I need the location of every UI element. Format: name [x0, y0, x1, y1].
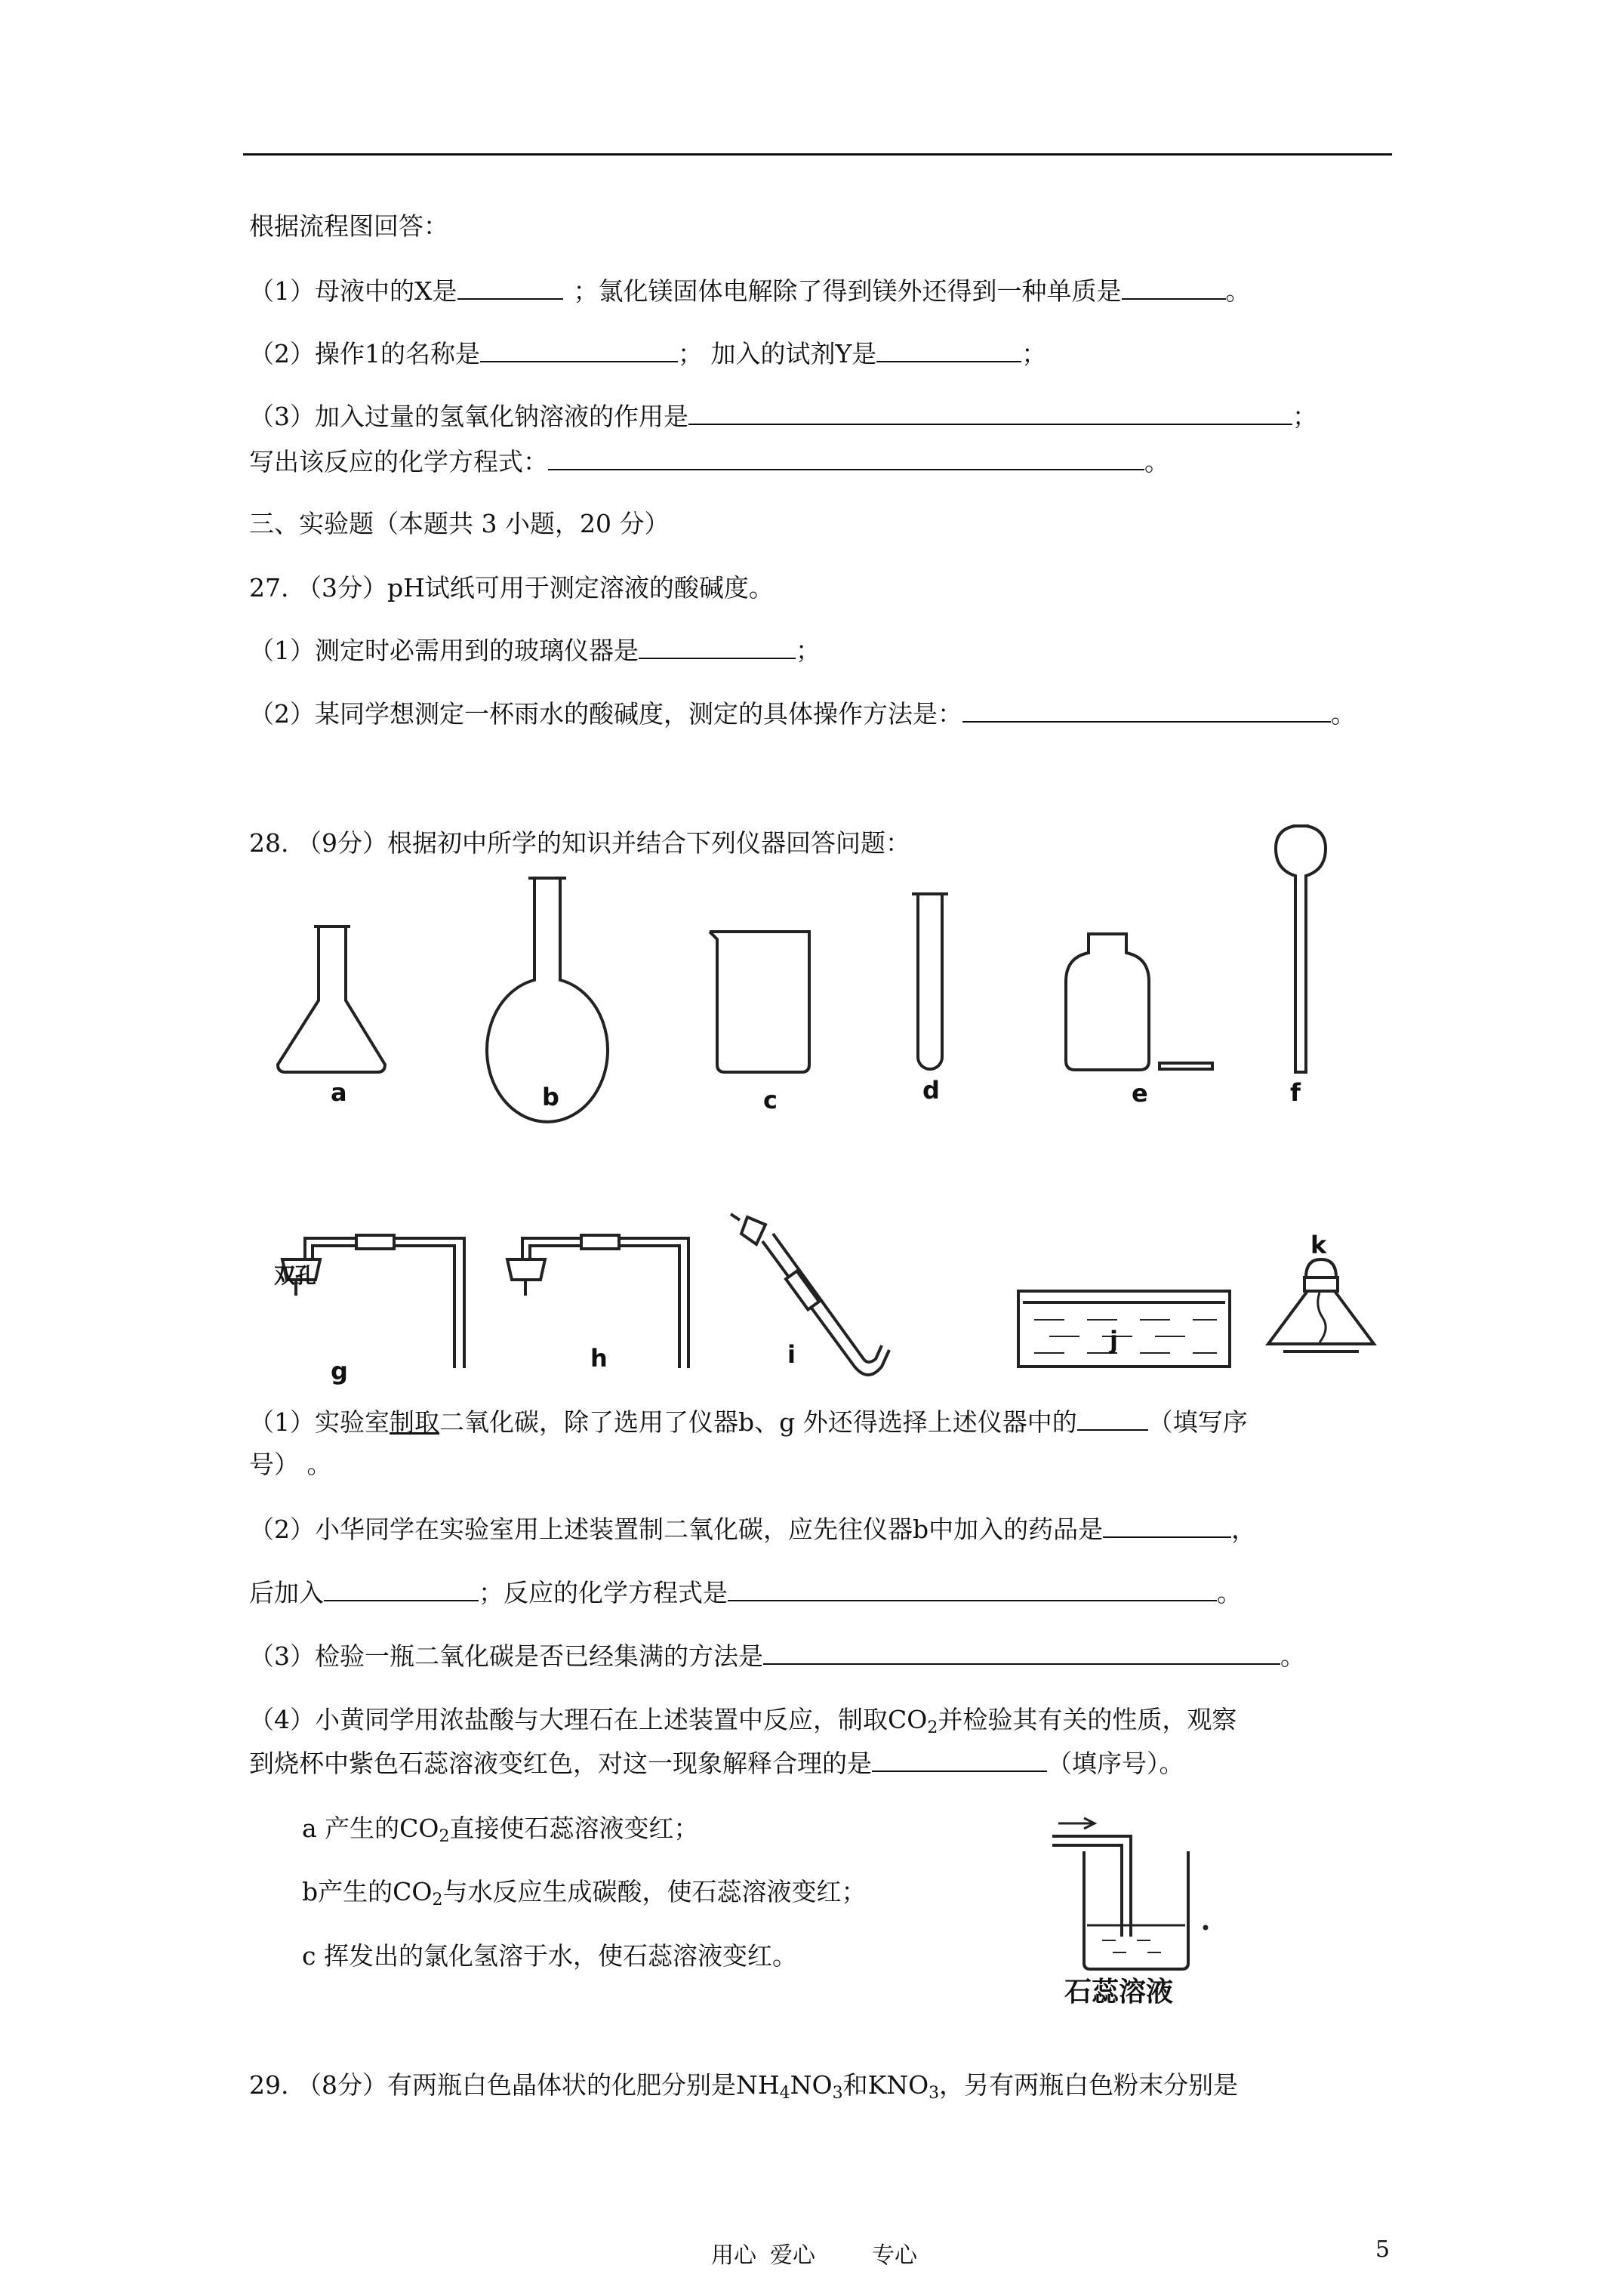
label-b: b	[542, 1083, 559, 1111]
question-line: （2）操作1的名称是 ； 加入的试剂Y是 ；	[249, 339, 1047, 368]
label-k: k	[1310, 1231, 1327, 1259]
text-line: 号） 。	[249, 1450, 332, 1479]
label-e: e	[1132, 1079, 1148, 1108]
gas-bottle-e	[1066, 934, 1212, 1070]
question-line: （2）某同学想测定一杯雨水的酸碱度，测定的具体操作方法是： 。	[249, 699, 1356, 729]
question-line: （4）小黄同学用浓盐酸与大理石在上述装置中反应，制取$CO_2$并检验其有关的性质，观察	[249, 1705, 1237, 1737]
question-title: 29. （8分）有两瓶白色晶体状的化肥分别是$NH_4NO_3$和$KNO_3$，另有两瓶白色粉末分别是	[249, 2070, 1239, 2103]
label-h: h	[590, 1344, 608, 1373]
question-line: 后加入 ；反应的化学方程式是 。	[249, 1578, 1242, 1607]
long-neck-funnel-f	[1276, 826, 1326, 1072]
litmus-beaker	[1052, 1818, 1207, 1969]
question-line: 写出该反应的化学方程式： 。	[249, 447, 1169, 476]
option-b: b产生的$CO_2$与水反应生成碳酸，使石蕊溶液变红；	[302, 1877, 867, 1909]
question-line: （1）测定时必需用到的玻璃仪器是 ；	[249, 636, 821, 665]
section-heading: 三、实验题（本题共 3 小题，20 分）	[249, 509, 670, 538]
question-line: （2）小华同学在实验室用上述装置制二氧化碳，应先往仪器b中加入的药品是 ，	[249, 1515, 1257, 1544]
litmus-label: 石蕊溶液	[1064, 1977, 1174, 2008]
label-a: a	[331, 1078, 347, 1107]
option-c: c 挥发出的氯化氢溶于水，使石蕊溶液变红。	[302, 1941, 797, 1971]
alcohol-lamp-k	[1268, 1259, 1374, 1351]
question-line: 到烧杯中紫色石蕊溶液变红色，对这一现象解释合理的是 （填序号）。	[249, 1749, 1184, 1778]
question-title: 28. （9分）根据初中所学的知识并结合下列仪器回答问题：	[249, 828, 910, 858]
label-i: i	[787, 1340, 796, 1369]
test-tube-d	[912, 894, 948, 1069]
footer-slogan-2: 爱心	[770, 2242, 815, 2269]
label-g: g	[331, 1357, 348, 1385]
footer-slogan-1: 用心	[711, 2242, 756, 2269]
question-line: （3）加入过量的氢氧化钠溶液的作用是 ；	[249, 402, 1317, 431]
question-line: （1）实验室制取二氧化碳，除了选用了仪器b、g 外还得选择上述仪器中的 （填写序	[249, 1407, 1248, 1437]
beaker-c	[710, 932, 809, 1072]
option-a: a 产生的$CO_2$直接使石蕊溶液变红；	[302, 1814, 699, 1846]
label-c: c	[763, 1086, 778, 1114]
two-hole-label: 双孔	[274, 1263, 317, 1288]
label-f: f	[1290, 1078, 1301, 1107]
label-d: d	[922, 1076, 940, 1105]
delivery-tube-g	[282, 1235, 464, 1368]
question-line: （1）母液中的X是 ；氯化镁固体电解除了得到镁外还得到一种单质是 。	[249, 276, 1251, 306]
question-line: （3）检验一瓶二氧化碳是否已经集满的方法是 。	[249, 1641, 1305, 1671]
page-number: 5	[1375, 2236, 1390, 2263]
conical-flask-a	[278, 926, 385, 1072]
question-title: 27. （3分）pH试纸可用于测定溶液的酸碱度。	[249, 573, 774, 603]
bent-tube-i	[731, 1214, 889, 1375]
footer-slogan-3: 专心	[872, 2242, 917, 2269]
label-j: j	[1110, 1326, 1118, 1354]
water-trough-j	[1018, 1291, 1230, 1367]
text-line: 根据流程图回答：	[249, 211, 448, 241]
